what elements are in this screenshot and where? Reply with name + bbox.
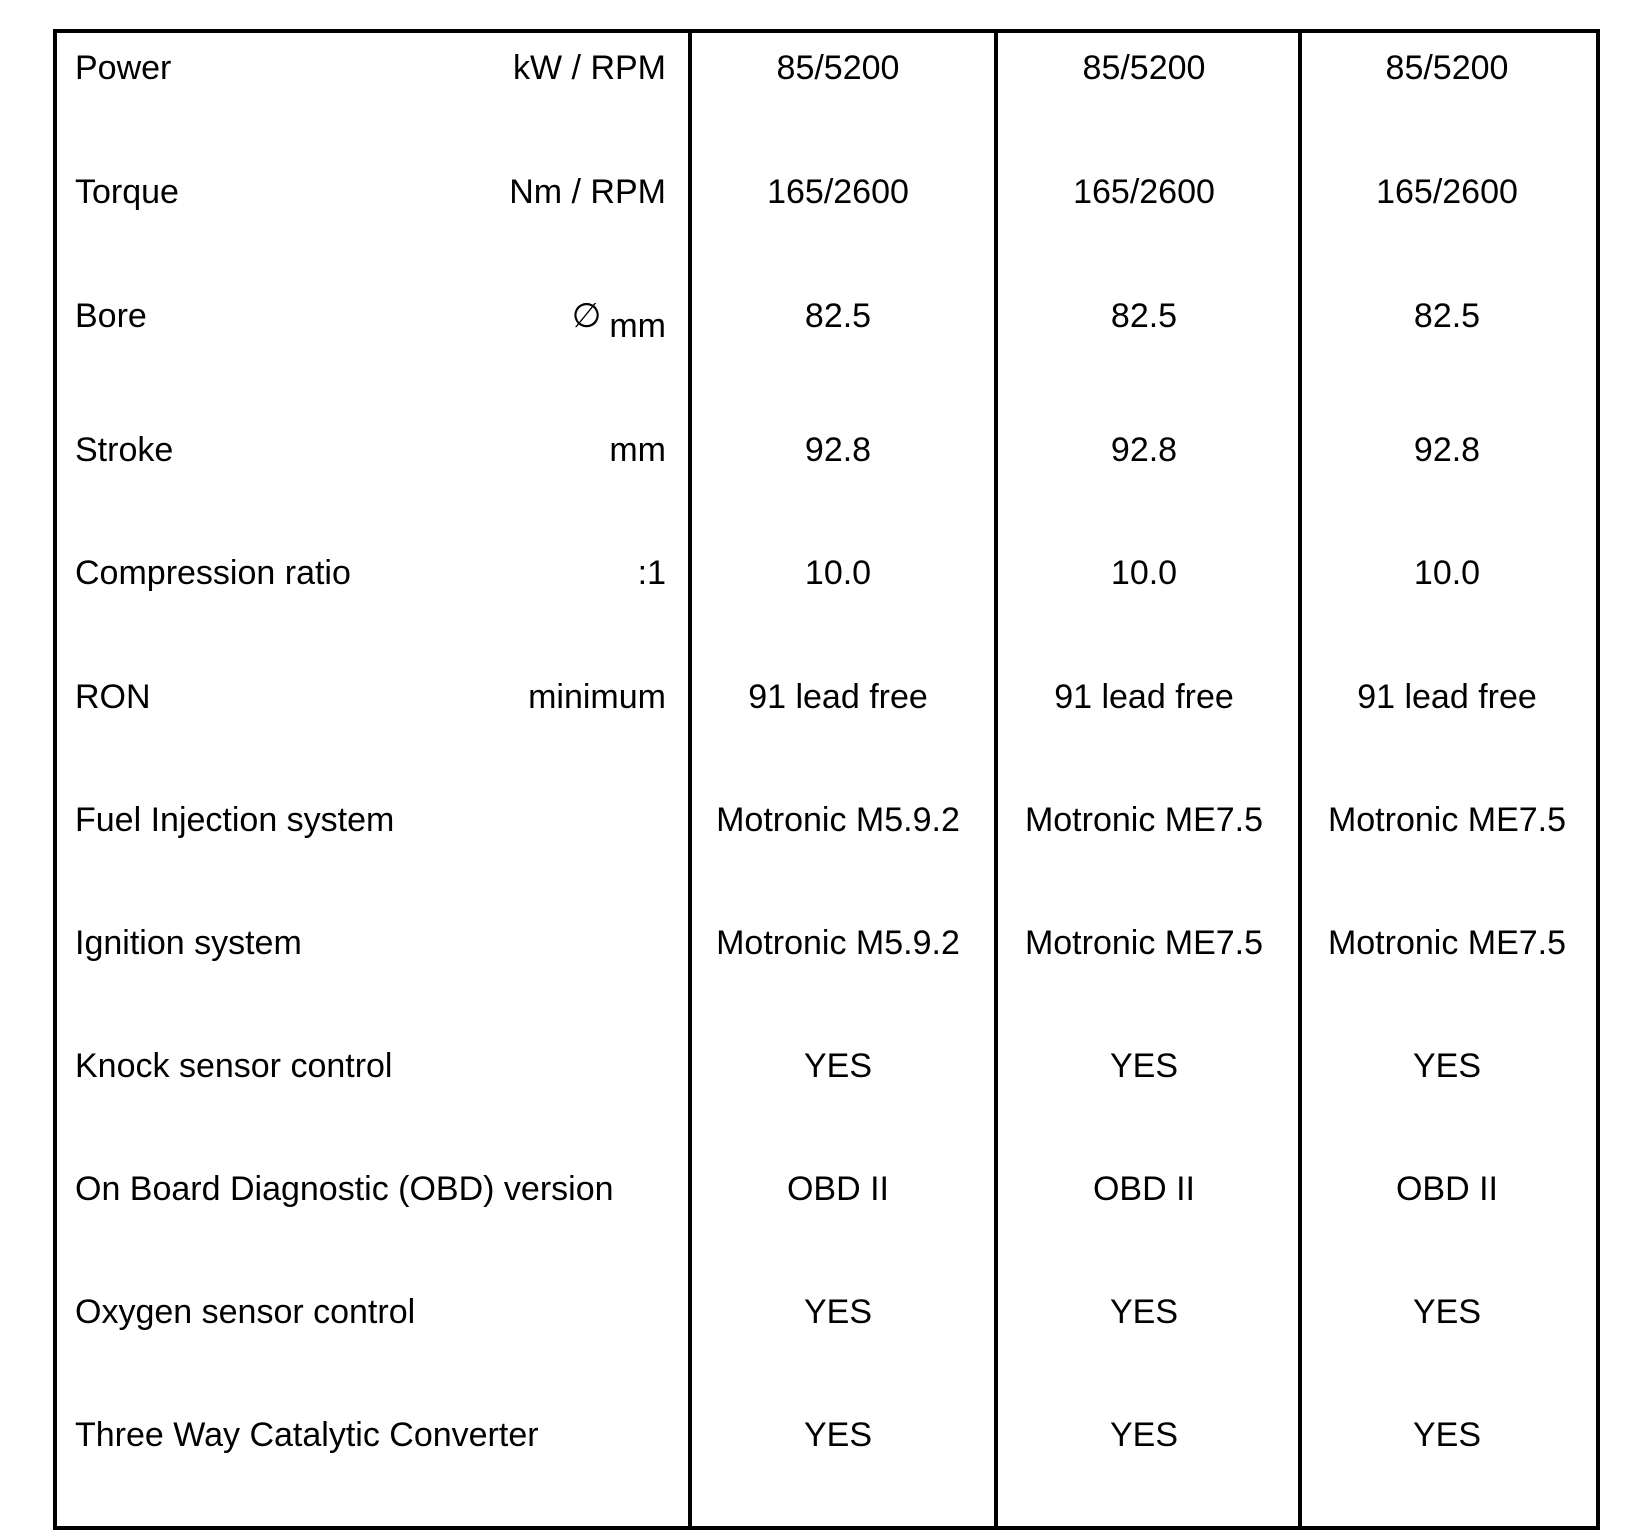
value-cell: OBD II	[1395, 1170, 1499, 1208]
value-cell: 92.8	[1413, 431, 1481, 469]
table-row-obd-version	[57, 1154, 1596, 1278]
unit-label: mm	[609, 431, 666, 469]
value-cell: 91 lead free	[1357, 678, 1537, 716]
param-label: RON	[75, 678, 151, 716]
value-cell: YES	[803, 1416, 873, 1454]
value-cell: 10.0	[804, 554, 872, 592]
value-cell: 10.0	[1110, 554, 1178, 592]
param-label: Three Way Catalytic Converter	[75, 1416, 539, 1454]
table-row-three-way-catalytic-converter	[57, 1400, 1596, 1524]
param-label: Oxygen sensor control	[75, 1293, 416, 1331]
value-cell: 165/2600	[1073, 173, 1215, 211]
table-row-power	[57, 33, 1596, 157]
value-cell: 92.8	[804, 431, 872, 469]
value-cell: YES	[1412, 1416, 1482, 1454]
value-cell: OBD II	[786, 1170, 890, 1208]
diameter-icon: ∅	[571, 297, 602, 335]
unit-label: :1	[637, 554, 666, 592]
table-row-bore	[57, 281, 1596, 405]
value-cell: Motronic ME7.5	[1024, 924, 1264, 962]
value-cell: 91 lead free	[1054, 678, 1234, 716]
param-label: On Board Diagnostic (OBD) version	[75, 1170, 614, 1208]
param-label: Power	[75, 49, 172, 87]
param-label: Stroke	[75, 431, 174, 469]
value-cell: Motronic ME7.5	[1024, 801, 1264, 839]
engine-spec-table	[53, 29, 1600, 1530]
unit-label: Nm / RPM	[509, 173, 666, 211]
value-cell: 82.5	[1413, 297, 1481, 335]
table-row-fuel-injection-system	[57, 785, 1596, 909]
value-cell: Motronic M5.9.2	[716, 801, 960, 839]
value-cell: YES	[1412, 1293, 1482, 1331]
value-cell: 82.5	[804, 297, 872, 335]
table-row-ignition-system	[57, 908, 1596, 1032]
value-cell: 165/2600	[1376, 173, 1518, 211]
value-cell: Motronic ME7.5	[1327, 924, 1567, 962]
value-cell: Motronic ME7.5	[1327, 801, 1567, 839]
value-cell: YES	[1109, 1047, 1179, 1085]
value-cell: 91 lead free	[748, 678, 928, 716]
table-row-torque	[57, 157, 1596, 281]
param-label: Knock sensor control	[75, 1047, 393, 1085]
value-cell: 85/5200	[776, 49, 900, 87]
param-label: Ignition system	[75, 924, 302, 962]
param-label: Torque	[75, 173, 179, 211]
unit-label	[572, 281, 666, 351]
value-cell: Motronic M5.9.2	[716, 924, 960, 962]
value-cell: YES	[1109, 1293, 1179, 1331]
param-label: Bore	[75, 297, 147, 335]
value-cell: YES	[803, 1047, 873, 1085]
table-row-compression-ratio	[57, 538, 1596, 662]
unit-text: mm	[609, 307, 666, 345]
value-cell: 85/5200	[1082, 49, 1206, 87]
table-row-knock-sensor-control	[57, 1031, 1596, 1155]
param-label: Fuel Injection system	[75, 801, 395, 839]
value-cell: 165/2600	[767, 173, 909, 211]
value-cell: 92.8	[1110, 431, 1178, 469]
table-row-stroke	[57, 415, 1596, 539]
value-cell: OBD II	[1092, 1170, 1196, 1208]
unit-label: minimum	[528, 678, 666, 716]
value-cell: 85/5200	[1385, 49, 1509, 87]
unit-label: kW / RPM	[513, 49, 666, 87]
value-cell: YES	[803, 1293, 873, 1331]
table-row-oxygen-sensor-control	[57, 1277, 1596, 1401]
value-cell: 10.0	[1413, 554, 1481, 592]
value-cell: 82.5	[1110, 297, 1178, 335]
table-row-ron	[57, 662, 1596, 786]
value-cell: YES	[1109, 1416, 1179, 1454]
param-label: Compression ratio	[75, 554, 351, 592]
value-cell: YES	[1412, 1047, 1482, 1085]
